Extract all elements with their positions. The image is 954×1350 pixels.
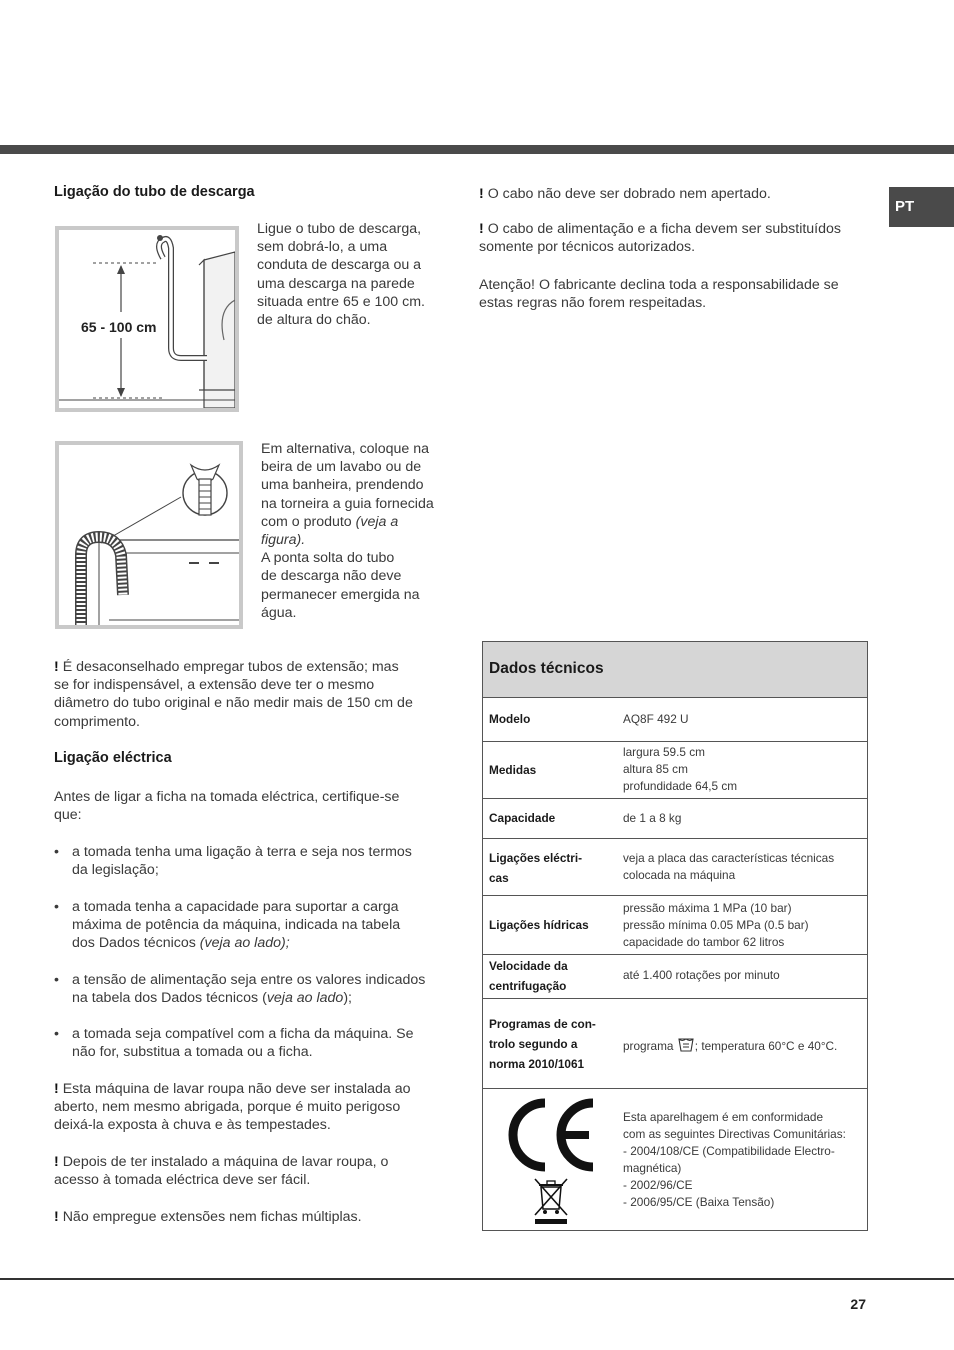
label-line: cas <box>489 871 509 885</box>
table-row-water <box>483 896 867 955</box>
row-label: Modelo <box>489 712 531 726</box>
technical-data-table <box>482 641 868 1231</box>
text-line: conduta de descarga ou a <box>257 257 422 274</box>
table-row-compliance <box>483 1089 867 1230</box>
access-warning <box>54 1153 454 1189</box>
text-line <box>261 531 451 549</box>
italic-reference: veja ao lado <box>266 990 344 1007</box>
text-span: É desaconselhado empregar tubos de extensão; mas <box>62 659 399 675</box>
table-title: Dados técnicos <box>489 660 604 677</box>
warning-mark: ! <box>54 1209 59 1225</box>
warning-mark: ! <box>54 1081 59 1097</box>
bottom-divider <box>0 1278 954 1280</box>
multi-plug-warning <box>54 1208 454 1226</box>
text-line: permanecer emergida na <box>261 586 420 603</box>
text-line: que: <box>54 807 82 824</box>
value-line: de 1 a 8 kg <box>623 811 682 825</box>
text-line: uma descarga na parede <box>257 275 415 292</box>
bullet-dot: • <box>54 899 59 915</box>
text-span: O cabo de alimentação e a ficha devem ser substituídos <box>487 221 841 237</box>
text-line: de altura do chão. <box>257 312 371 329</box>
value-line: profundidade 64,5 cm <box>623 779 738 793</box>
text-line: a tomada tenha uma ligação à terra e seja nos termos <box>72 844 412 860</box>
table-row-programs <box>483 999 867 1089</box>
row-value <box>623 1036 863 1055</box>
label-line: trolo segundo a <box>489 1037 578 1051</box>
row-value <box>623 810 863 827</box>
bullet-dot: • <box>54 844 59 860</box>
text-line: Atenção! O fabricante declina toda a responsabilidade se <box>479 277 839 293</box>
ce-mark-icon <box>501 1095 601 1175</box>
text-line <box>479 185 879 203</box>
value-line: - 2002/96/CE <box>623 1178 693 1192</box>
electrical-section-title: Ligação eléctrica <box>54 750 172 766</box>
text-span: com o produto <box>261 513 356 530</box>
text-line: acesso à tomada eléctrica deve ser fácil. <box>54 1172 311 1189</box>
text-line: deixá-la exposta à chuva e às tempestades. <box>54 1117 331 1134</box>
text-line: a tomada tenha a capacidade para suportar a carga <box>72 899 399 915</box>
value-line: magnética) <box>623 1161 682 1175</box>
table-row-dimensions <box>483 742 867 799</box>
text-span: ; temperatura 60°C e 40°C. <box>694 1039 838 1053</box>
text-line: situada entre 65 e 100 cm. <box>257 293 425 310</box>
row-value <box>623 850 863 884</box>
text-line: diâmetro do tubo original e não medir mais de 150 cm de <box>54 695 413 712</box>
row-value <box>623 1109 863 1211</box>
value-line: pressão mínima 0.05 MPa (0.5 bar) <box>623 918 809 932</box>
text-line: a tomada seja compatível com a ficha da máquina. Se <box>72 1026 414 1042</box>
text-line: a tensão de alimentação seja entre os valores indicados <box>72 972 426 988</box>
text-line <box>54 1208 454 1226</box>
electrical-intro <box>54 788 454 824</box>
text-span: Esta máquina de lavar roupa não deve ser instalada ao <box>62 1081 411 1097</box>
bullet-text <box>72 843 442 879</box>
page-number: 27 <box>850 1296 866 1312</box>
text-line: não for, substitua a tomada ou a ficha. <box>72 1044 313 1061</box>
bullet-text <box>72 898 442 953</box>
text-line: beira de um lavabo ou de <box>261 459 422 476</box>
label-line: Velocidade da <box>489 959 568 973</box>
row-label: Capacidade <box>489 811 556 825</box>
sink-hose-figure <box>55 441 243 629</box>
italic-reference: (veja ao lado); <box>199 935 290 952</box>
row-value <box>623 744 863 795</box>
text-span: na tabela dos Dados técnicos ( <box>72 990 267 1007</box>
text-line <box>54 1080 454 1098</box>
text-line: Ligue o tubo de descarga, <box>257 221 422 237</box>
text-span: programa <box>623 1039 677 1053</box>
sink-hook-illustration <box>59 445 239 625</box>
row-value <box>623 711 863 728</box>
text-line: somente por técnicos autorizados. <box>479 239 696 256</box>
bullet-dot: • <box>54 1026 59 1042</box>
italic-reference: figura). <box>261 532 306 549</box>
row-value <box>623 900 863 951</box>
text-line: A ponta solta do tubo <box>261 550 395 567</box>
table-row-model <box>483 698 867 742</box>
extension-warning <box>54 658 454 731</box>
label-line: Programas de con- <box>489 1017 596 1031</box>
text-line: comprimento. <box>54 713 140 730</box>
warning-mark: ! <box>479 221 484 237</box>
value-line: com as seguintes Directivas Comunitárias: <box>623 1127 846 1141</box>
table-row-capacity <box>483 799 867 839</box>
text-line: se for indispensável, a extensão deve ter o mesmo <box>54 677 375 694</box>
label-line: centrifugação <box>489 979 567 993</box>
cable-bend-warning <box>479 185 879 203</box>
table-row-spin <box>483 955 867 999</box>
cotton-program-icon <box>677 1036 695 1054</box>
text-line: na torneira a guia fornecida <box>261 495 434 512</box>
text-line: aberto, nem mesmo abrigada, porque é muito perigoso <box>54 1099 401 1116</box>
italic-reference: (veja a <box>355 513 399 530</box>
text-line <box>261 513 451 531</box>
row-label <box>489 956 614 996</box>
language-tab: PT <box>889 187 954 227</box>
top-divider-bar <box>0 145 954 154</box>
text-span: Depois de ter instalado a máquina de lavar roupa, o <box>62 1154 389 1170</box>
row-label <box>489 1014 614 1074</box>
row-label: Medidas <box>489 763 537 777</box>
text-line <box>54 658 454 676</box>
bullet-text <box>72 1025 442 1061</box>
text-line: da legislação; <box>72 862 159 879</box>
text-span: Não empregue extensões nem fichas múltiplas. <box>62 1209 362 1225</box>
row-value <box>623 967 863 984</box>
value-line: pressão máxima 1 MPa (10 bar) <box>623 901 792 915</box>
value-line <box>623 1036 863 1055</box>
row-label: Ligações hídricas <box>489 918 589 932</box>
row-label <box>489 848 614 888</box>
text-span: O cabo não deve ser dobrado nem apertado. <box>487 186 771 202</box>
table-header <box>483 642 867 698</box>
text-line: estas regras não forem respeitadas. <box>479 295 707 312</box>
warning-mark: ! <box>54 659 59 675</box>
text-line: Em alternativa, coloque na <box>261 441 429 457</box>
text-line: uma banheira, prendendo <box>261 477 424 494</box>
warning-mark: ! <box>54 1154 59 1170</box>
text-line <box>479 220 879 238</box>
text-line <box>72 934 442 952</box>
weee-bin-icon <box>531 1175 571 1225</box>
label-line: Ligações eléctri- <box>489 851 583 865</box>
text-line <box>72 989 442 1007</box>
outdoor-warning <box>54 1080 454 1135</box>
text-line: Antes de ligar a ficha na tomada eléctrica, certifique-se <box>54 789 400 805</box>
text-line: máxima de potência da máquina, indicada na tabela <box>72 917 401 934</box>
table-row-electrical <box>483 839 867 896</box>
bullet-text <box>72 971 442 1007</box>
height-range-label: 65 - 100 cm <box>81 319 157 335</box>
drain-instructions <box>257 220 447 329</box>
value-line: Esta aparelhagem é em conformidade <box>623 1110 824 1124</box>
warning-mark: ! <box>479 186 484 202</box>
drain-section-title: Ligação do tubo de descarga <box>54 184 255 200</box>
value-line: - 2006/95/CE (Baixa Tensão) <box>623 1195 775 1209</box>
text-line: sem dobrá-lo, a uma <box>257 239 388 256</box>
value-line: até 1.400 rotações por minuto <box>623 968 780 982</box>
value-line: capacidade do tambor 62 litros <box>623 935 785 949</box>
value-line: - 2004/108/CE (Compatibilidade Electro- <box>623 1144 835 1158</box>
value-line: altura 85 cm <box>623 762 688 776</box>
value-line: AQ8F 492 U <box>623 712 689 726</box>
value-line: largura 59.5 cm <box>623 745 705 759</box>
sink-instructions <box>261 440 451 622</box>
label-line: norma 2010/1061 <box>489 1057 585 1071</box>
compliance-marks <box>501 1095 601 1180</box>
text-line <box>54 1153 454 1171</box>
value-line: veja a placa das características técnicas <box>623 851 835 865</box>
text-line: água. <box>261 604 297 621</box>
liability-notice <box>479 276 879 312</box>
bullet-dot: • <box>54 972 59 988</box>
text-span: dos Dados técnicos <box>72 935 200 952</box>
drain-height-figure <box>55 226 239 412</box>
cable-replace-warning <box>479 220 879 256</box>
text-span: ); <box>343 990 352 1007</box>
value-line: colocada na máquina <box>623 868 736 882</box>
text-line: de descarga não deve <box>261 568 402 585</box>
